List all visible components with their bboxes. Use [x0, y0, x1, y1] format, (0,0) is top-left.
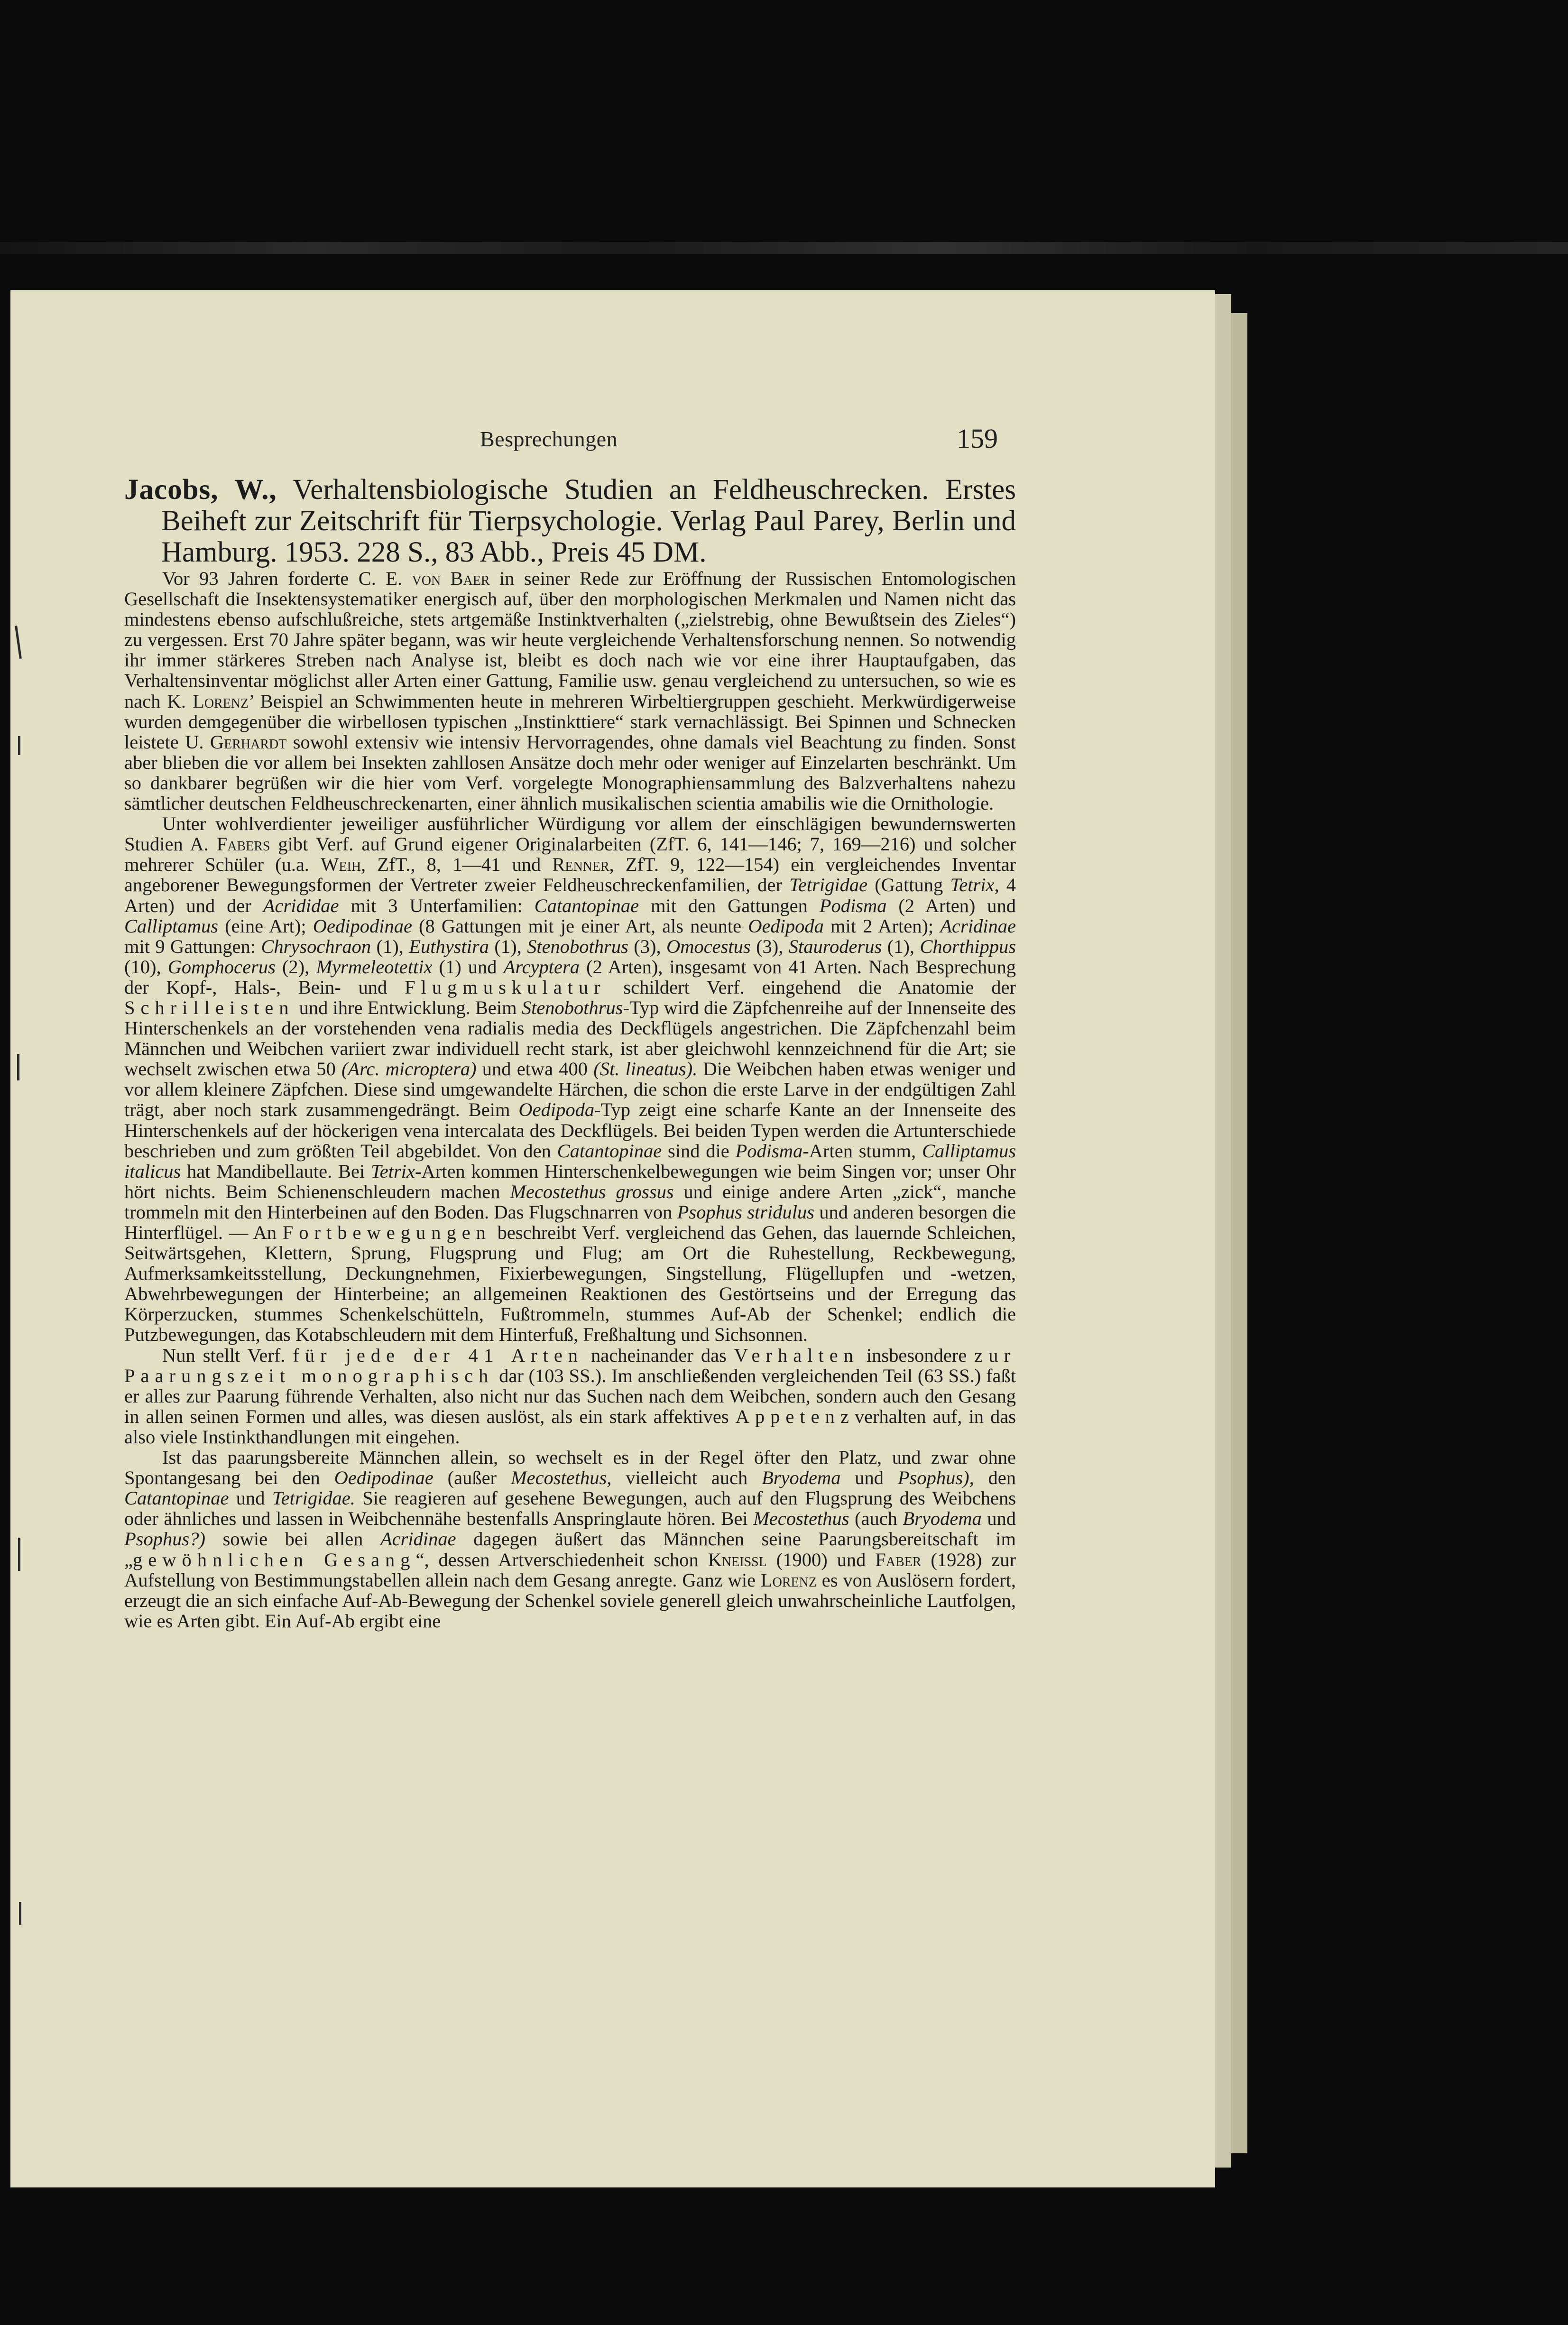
text-run: hat Mandibellaute. Bei — [181, 1160, 371, 1182]
entry-bibliography: Verhaltensbiologische Studien an Feldheuschrecken. Erstes Beiheft zur Zeitschrift für Tierpsychologie. Verlag Paul Parey, Berlin und Hamburg. 1953. 228 S., 83 Abb., Preis 45 DM. — [161, 474, 1016, 568]
text-run: (8 Gattungen mit je einer Art, als neunte — [412, 915, 748, 937]
italic-term: Podisma — [735, 1140, 803, 1162]
italic-term: Chorthippus — [920, 935, 1016, 957]
margin-mark — [18, 1538, 20, 1571]
italic-term: Acridinae — [940, 915, 1016, 937]
text-run: und — [229, 1487, 272, 1509]
text-run: (10), — [124, 956, 168, 978]
text-run: (3), — [750, 935, 789, 957]
italic-term: (St. lineatus). — [593, 1058, 698, 1080]
italic-term: Arcyptera — [503, 956, 580, 978]
text-run: sowie bei allen — [205, 1528, 380, 1550]
text-run: (eine Art); — [218, 915, 313, 937]
margin-mark — [17, 1054, 19, 1080]
text-run: mit 3 Unterfamilien: — [339, 895, 535, 916]
author-name: Weih — [321, 854, 361, 876]
paragraph-3 — [124, 1345, 1016, 1447]
text-run: insbesondere — [858, 1344, 975, 1366]
text-run: Nun stellt Verf. — [162, 1344, 293, 1366]
italic-term: Mecostethus — [753, 1508, 849, 1530]
text-run: -Arten kommen Hinterschenkelbewegungen wie beim Singen vor; unser Ohr hört nichts. Beim Schienenschleudern machen — [124, 1160, 1016, 1202]
italic-term: Oedipodinae — [334, 1467, 434, 1489]
paragraph-1 — [124, 568, 1016, 813]
italic-term: Oedipoda — [748, 915, 824, 937]
margin-mark — [15, 626, 22, 659]
spaced-text: Appetenz — [735, 1405, 855, 1427]
text-run: dar (103 SS.). Im anschließenden vergleichenden Teil (63 SS.) faßt er alles zur Paarung führende Verhalten, also nicht nur das Suchen nach dem Weibchen, sondern auch den Gesang in allen seinen Formen und alles, was diesen auslöst, als ein stark affektives — [124, 1365, 1016, 1427]
text-run: (1), — [371, 935, 409, 957]
italic-term: Chrysochraon — [261, 935, 371, 957]
paragraph-4 — [124, 1447, 1016, 1631]
spaced-text: Verhalten — [734, 1344, 859, 1366]
page-number: 159 — [957, 423, 998, 454]
text-run: schildert Verf. eingehend die Anatomie der — [606, 976, 1016, 998]
author-name: Fabers — [216, 833, 270, 855]
italic-term: Catantopinae — [534, 895, 639, 916]
text-run: (1), — [489, 935, 527, 957]
italic-term: Calliptamus italicus — [124, 1140, 1016, 1182]
text-run: mit 9 Gattungen: — [124, 935, 261, 957]
text-run: es von Auslösern fordert, erzeugt die an sich einfache Auf-Ab-Bewegung der Schenkel soviele generell gleich unwahrscheinliche Lautfolgen, wie es Arten gibt. Ein Auf-Ab ergibt eine — [124, 1569, 1016, 1632]
author-name: Lorenz — [760, 1569, 817, 1591]
book-page — [10, 290, 1215, 2187]
text-run: -Typ wird die Zäpfchenreihe auf der Innenseite des Hinterschenkels an der vorstehenden vena radialis media des Deckflügels angestrichen. Die Zäpfchenzahl beim Männchen und Weibchen variiert zwar individuell recht stark, ist aber gleichwohl kennzeichnend für die Art; sie wechselt zwischen etwa 50 — [124, 996, 1016, 1080]
italic-term: Oedipodinae — [313, 915, 412, 937]
paragraph-2 — [124, 813, 1016, 1345]
scan-background-strip — [0, 242, 1568, 254]
text-run: , ZfT. 9, 122—154) ein vergleichendes Inventar angeborener Bewegungsformen der Vertreter zweier Feldheuschreckenfamilien, der — [124, 854, 1016, 896]
entry-title — [124, 474, 1016, 568]
page-header — [10, 423, 1215, 464]
running-head: Besprechungen — [480, 427, 618, 451]
spaced-text: Flugmuskulatur — [405, 976, 606, 998]
italic-term: Bryodema — [903, 1508, 982, 1530]
text-run: (1900) und — [766, 1549, 876, 1570]
text-run: , 4 Arten) und der — [124, 874, 1016, 916]
margin-mark — [18, 736, 20, 755]
spaced-text: Schrilleisten — [124, 996, 295, 1018]
text-run: (2 Arten) und — [886, 895, 1016, 916]
italic-term: Euthystira — [409, 935, 489, 957]
italic-term: Gomphocerus — [167, 956, 276, 978]
italic-term: Myrmeleotettix — [316, 956, 433, 978]
italic-term: Oedipoda — [518, 1099, 595, 1121]
italic-term: Tetrigidae — [789, 874, 868, 896]
author-name: Faber — [875, 1549, 922, 1570]
text-run: mit 2 Arten); — [823, 915, 941, 937]
italic-term: Catantopinae — [124, 1487, 229, 1509]
text-run: und — [981, 1508, 1016, 1530]
text-run: sind die — [662, 1140, 736, 1162]
italic-term: Mecostethus grossus — [510, 1181, 674, 1202]
author-name: Renner — [552, 854, 609, 876]
spaced-text: für jede der 41 Arten — [293, 1344, 584, 1366]
text-run: nacheinander das — [583, 1344, 734, 1366]
italic-term: Bryodema — [762, 1467, 841, 1489]
text-run: sowohl extensiv wie intensiv Hervorragendes, ohne damals viel Beachtung zu finden. Sonst aber blieben die vor allem bei Insekten zahllosen Ansätze doch mehr oder weniger auf Einzelarten beschränkt. Um so dankbarer begrüßen wir die hier vom Verf. vorgelegte Monographiensammlung des Balzverhaltens nahezu sämtlicher deutschen Feldheuschreckenarten, einer ähnlich musikalischen scientia amabilis wie die Ornithologie. — [124, 731, 1016, 814]
text-run: vielleicht auch — [611, 1467, 762, 1489]
text-run: , ZfT., 8, 1—41 und — [361, 854, 553, 876]
text-run: (1928) zur Aufstellung von Bestimmungstabellen allein nach dem Gesang anregte. Ganz wie — [124, 1549, 1016, 1591]
text-run: verhalten auf, in das also viele Instinkthandlungen mit eingehen. — [124, 1405, 1016, 1448]
text-run: Vor 93 Jahren forderte C. E. — [162, 568, 412, 589]
spaced-text: gewöhnlichen Gesang — [132, 1549, 416, 1570]
italic-term: Tetrigidae. — [272, 1487, 355, 1509]
italic-term: Podisma — [819, 895, 887, 916]
author-name: Gerhardt — [210, 731, 287, 753]
author-name: Lorenz — [193, 690, 249, 712]
text-run: Ist das paarungsbereite Männchen allein, so wechselt es in der Regel öfter den Platz, und zwar ohne Spontangesang bei den — [124, 1447, 1016, 1489]
text-run: und etwa 400 — [476, 1058, 594, 1080]
italic-term: Omocestus — [666, 935, 751, 957]
italic-term: Catantopinae — [557, 1140, 662, 1162]
text-run: (außer — [433, 1467, 511, 1489]
text-run: dagegen äußert das Männchen seine Paarungsbereitschaft im „ — [124, 1528, 1016, 1570]
spaced-text: Fortbewegungen — [282, 1222, 491, 1243]
text-run: Sie reagieren auf gesehene Bewegungen, auch auf den Flugsprung des Weibchens oder ähnliches und lassen in Weibchennähe bestenfalls Anspringlaute hören. Bei — [124, 1487, 1016, 1530]
italic-term: Tetrix — [370, 1160, 415, 1182]
text-run: in seiner Rede zur Eröffnung der Russischen Entomologischen Gesellschaft die Insektensystematiker energisch auf, über den morphologischen Merkmalen und Namen nicht das mindestens ebenso aufschlußreiche, stets artgemäße Instinktverhalten („zielstrebig, ohne Bewußtsein des Zieles“) zu vergessen. Erst 70 Jahre später begann, was wir heute vergleichende Verhaltensforschung nennen. So notwendig ihr immer stärkeres Streben nach Analyse ist, bleibt es doch nach wie vor eine ihrer Hauptaufgaben, das Verhaltensinventar möglichst aller Arten einer Gattung, Familie usw. genau vergleichend zu untersuchen, so wie es nach K. — [124, 568, 1016, 712]
text-run: und anderen besorgen die Hinterflügel. — An — [124, 1201, 1016, 1243]
text-run: Die Weibchen haben etwas weniger und vor allem kleinere Zäpfchen. Diese sind umgewandelte Härchen, die schon die erste Larve in der endgültigen Zahl trägt, aber noch stark zusammengedrängt. Beim — [124, 1058, 1016, 1121]
text-run: -Typ zeigt eine scharfe Kante an der Innenseite des Hinterschenkels auf der höckerigen vena intercalata des Deckflügels. Bei beiden Typen werden die Artunterschiede beschrieben und zum größten Teil abgebildet. Von den — [124, 1099, 1016, 1162]
italic-term: Stenobothrus — [521, 996, 623, 1018]
text-run: den — [974, 1467, 1016, 1489]
italic-term: Stenobothrus — [527, 935, 628, 957]
text-run: beschreibt Verf. vergleichend das Gehen, das lauernde Schleichen, Seitwärtsgehen, Klettern, Sprung, Flugsprung und Flug; am Ort die Ruhestellung, Reckbewegung, Aufmerksamkeitsstellung, Deckungnehmen, Fixierbewegungen, Singstellung, Flügellupfen und -wetzen, Abwehrbewegungen der Hinterbeine; an allgemeinen Reaktionen des Gestörtseins und der Erregung das Körperzucken, stummes Schenkelschütteln, Fußtrommeln, stummes Auf-Ab der Schenkel; endlich die Putzbewegungen, das Kotabschleudern mit dem Hinterfuß, Freßhaltung und Sichsonnen. — [124, 1222, 1016, 1346]
review-text — [124, 474, 1016, 1631]
italic-term: Psophus), — [897, 1467, 974, 1489]
author-name: Kneissl — [708, 1549, 767, 1570]
italic-term: Stauroderus — [788, 935, 882, 957]
text-run: (2 Arten), insgesamt von 41 Arten. Nach Besprechung der Kopf-, Hals-, Bein- und — [124, 956, 1016, 998]
text-run: (2), — [275, 956, 316, 978]
italic-term: Tetrix — [950, 874, 995, 896]
italic-term: Acridinae — [380, 1528, 456, 1550]
italic-term: Mecostethus, — [510, 1467, 612, 1489]
italic-term: (Arc. microptera) — [341, 1058, 477, 1080]
text-run: -Arten stumm, — [802, 1140, 922, 1162]
text-run: und einige andere Arten „zick“, manche trommeln mit den Hinterbeinen auf den Boden. Das Flugschnarren von — [124, 1181, 1016, 1223]
text-run: Unter wohlverdienter jeweiliger ausführlicher Würdigung vor allem der einschlägigen bewundernswerten Studien A. — [124, 813, 1016, 855]
margin-mark — [19, 1902, 21, 1925]
text-run: (Gattung — [867, 874, 950, 896]
italic-term: Acrididae — [263, 895, 339, 916]
text-run: (3), — [628, 935, 666, 957]
text-run: (1), — [882, 935, 920, 957]
italic-term: Psophus?) — [124, 1528, 205, 1550]
author-name: von Baer — [412, 568, 490, 589]
text-run: und ihre Entwicklung. Beim — [294, 996, 522, 1018]
entry-author: Jacobs, W., — [124, 474, 277, 506]
text-run: “, dessen Artverschiedenheit schon — [415, 1549, 708, 1570]
text-run: und — [840, 1467, 898, 1489]
italic-term: Psophus stridulus — [677, 1201, 814, 1223]
text-run: ’ Beispiel an Schwimmenten heute in mehreren Wirbeltiergruppen geschieht. Merkwürdigerweise wurden demgegenüber die wirbellosen typischen „Instinkttiere“ stark vernachlässigt. Bei Spinnen und Schnecken leistete U. — [124, 690, 1016, 753]
text-run: gibt Verf. auf Grund eigener Originalarbeiten (ZfT. 6, 141—146; 7, 169—216) und solcher mehrerer Schüler (u.a. — [124, 833, 1016, 876]
text-run: (1) und — [432, 956, 504, 978]
italic-term: Calliptamus — [124, 915, 219, 937]
spaced-text: zur Paarungszeit monographisch — [124, 1344, 1016, 1386]
text-run: (auch — [849, 1508, 903, 1530]
text-run: mit den Gattungen — [639, 895, 820, 916]
